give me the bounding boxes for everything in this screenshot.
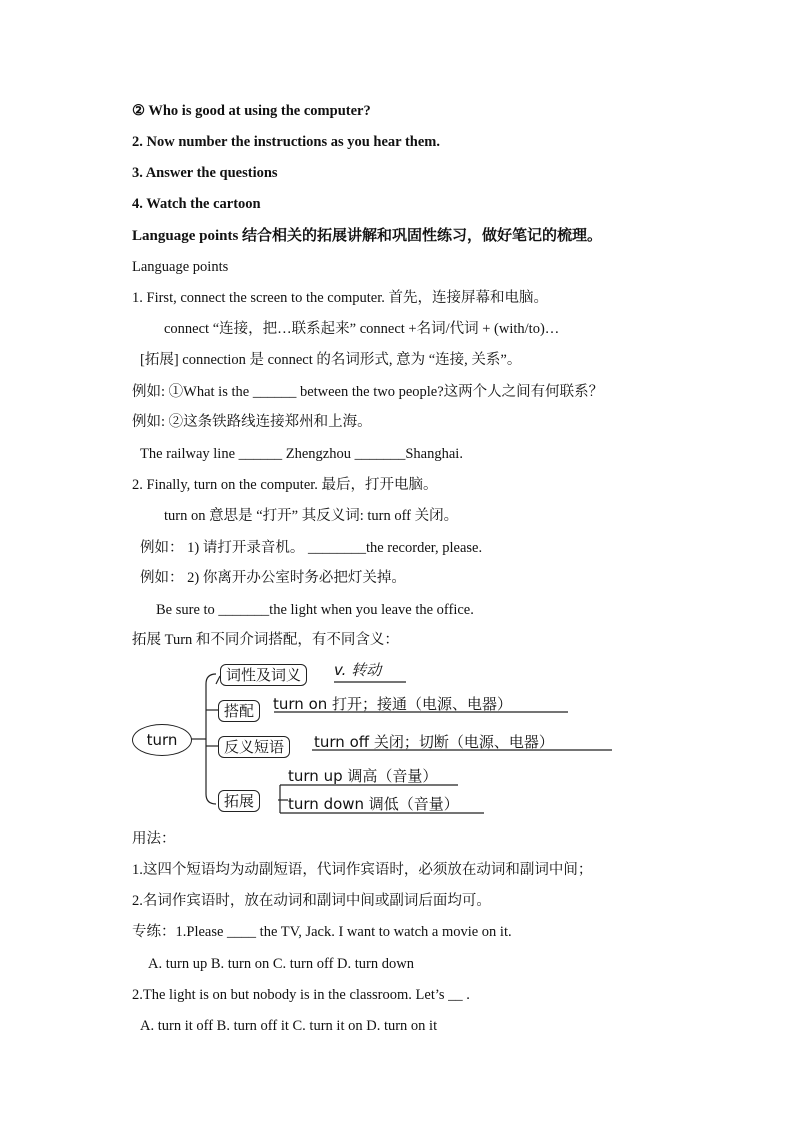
example-1: 例如: ①What is the ______ between the two people?这两个人之间有何联系？ — [132, 384, 604, 400]
branch-3-label: 反义短语 — [218, 736, 290, 758]
point-2: 2. Finally, turn on the computer. 最后，打开电脑。 — [132, 477, 438, 493]
extension-title: 拓展 Turn 和不同介词搭配，有不同含义： — [132, 632, 399, 648]
branch-1-text: v. 转动 — [334, 661, 382, 679]
step-2: 2. Now number the instructions as you hear them. — [132, 134, 441, 150]
language-points-subheading: Language points — [132, 259, 229, 275]
q2-line: ② Who is good at using the computer? — [132, 103, 371, 119]
exercise-1-options: A. turn up B. turn on C. turn off D. turn down — [148, 956, 414, 972]
exercise-2: 2.The light is on but nobody is in the classroom. Let’s __ . — [132, 987, 470, 1003]
point-1: 1. First, connect the screen to the computer. 首先，连接屏幕和电脑。 — [132, 290, 548, 306]
usage-rule-2: 2.名词作宾语时，放在动词和副词中间或副词后面均可。 — [132, 893, 491, 909]
usage-rule-1: 1.这四个短语均为动副短语，代词作宾语时，必须放在动词和副词中间； — [132, 862, 593, 878]
exercise-2-options: A. turn it off B. turn off it C. turn it on D. turn on it — [140, 1018, 438, 1034]
branch-4-text-1: turn up 调高（音量） — [288, 767, 438, 785]
example-2: 例如: ②这条铁路线连接郑州和上海。 — [132, 414, 372, 430]
example-2-english: The railway line ______ Zhengzhou _______Shanghai. — [140, 446, 463, 462]
example-4-english: Be sure to _______the light when you leave the office. — [156, 602, 474, 618]
step-4: 4. Watch the cartoon — [132, 196, 261, 212]
mindmap-root-turn: turn — [132, 724, 192, 756]
branch-2-text: turn on 打开；接通（电源、电器） — [273, 695, 513, 713]
example-4: 例如： 2) 你离开办公室时务必把灯关掉。 — [140, 570, 406, 586]
branch-1-label: 词性及词义 — [220, 664, 307, 686]
point-1-note: connect “连接，把…联系起来” connect +名词/代词 + (with/to)… — [164, 321, 560, 337]
branch-4-text-2: turn down 调低（音量） — [288, 795, 459, 813]
usage-title: 用法： — [132, 831, 176, 847]
branch-2-label: 搭配 — [218, 700, 260, 722]
branch-4-label: 拓展 — [218, 790, 260, 812]
step-3: 3. Answer the questions — [132, 165, 278, 181]
language-points-heading: Language points 结合相关的拓展讲解和巩固性练习，做好笔记的梳理。 — [132, 228, 603, 244]
exercise-1: 专练：1.Please ____ the TV, Jack. I want to watch a movie on it. — [132, 924, 512, 940]
point-2-note: turn on 意思是 “打开” 其反义词: turn off 关闭。 — [164, 508, 459, 524]
point-1-extension: [拓展] connection 是 connect 的名词形式, 意为 “连接, 关系”。 — [140, 352, 522, 368]
turn-mindmap — [128, 652, 628, 824]
branch-3-text: turn off 关闭；切断（电源、电器） — [314, 733, 554, 751]
example-3: 例如： 1) 请打开录音机。 ________the recorder, please. — [140, 540, 483, 556]
